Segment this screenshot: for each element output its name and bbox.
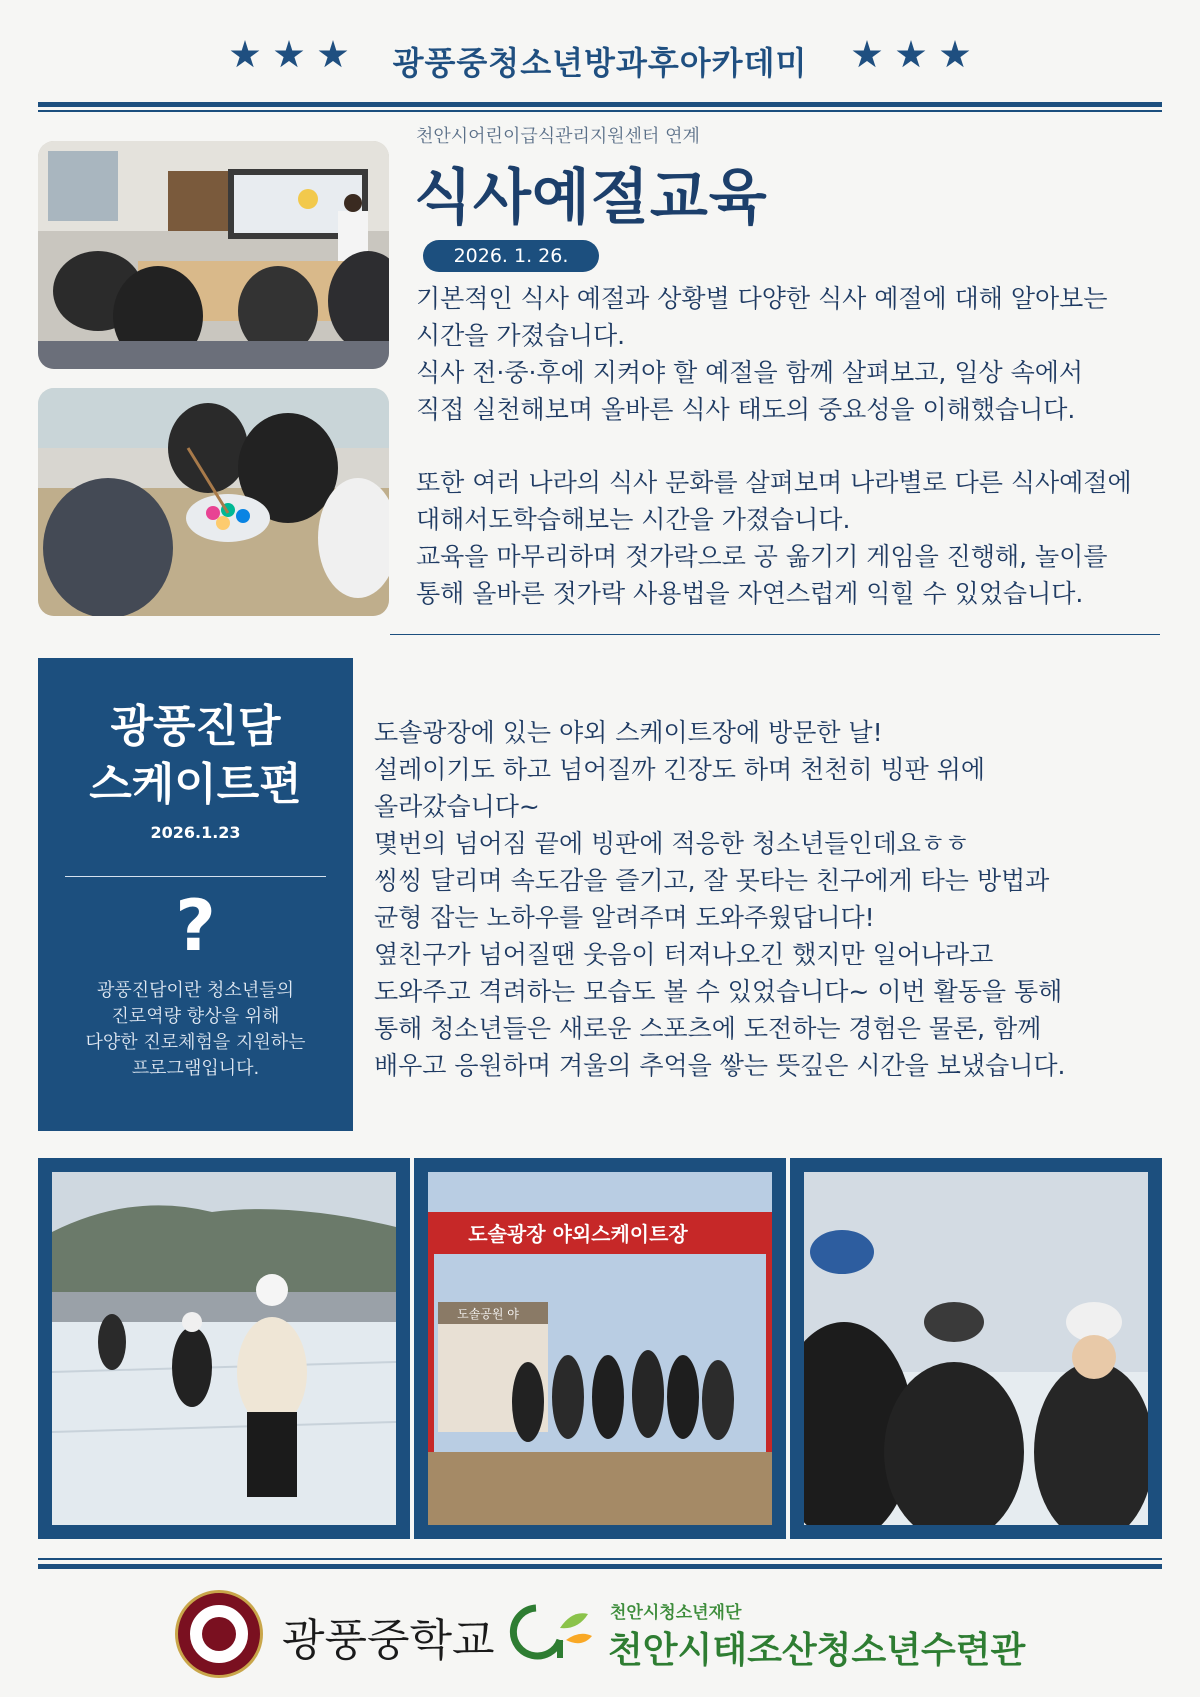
program-title-line2: 스케이트편 — [89, 759, 302, 810]
program-title-line1: 광풍진담 — [110, 701, 281, 752]
text-line: 직접 실천해보며 올바른 식사 태도의 중요성을 이해했습니다. — [416, 395, 1076, 424]
text-line: 도솔광장에 있는 야외 스케이트장에 방문한 날! — [374, 718, 883, 747]
section1-title: 식사예절교육 — [414, 163, 768, 233]
program-description — [38, 978, 353, 1082]
desc-line: 광풍진담이란 청소년들의 — [97, 980, 294, 1001]
desc-line: 진로역량 향상을 위해 — [111, 1006, 280, 1027]
program-date: 2026.1.23 — [150, 823, 241, 842]
text-line: 씽씽 달리며 속도감을 즐기고, 잘 못타는 친구에게 타는 방법과 — [374, 866, 1050, 895]
question-mark-icon: ? — [175, 885, 216, 967]
header-rule-thick — [38, 102, 1162, 107]
foundation-name: 천안시청소년재단 — [610, 1603, 742, 1623]
center-name: 천안시태조산청소년수련관 — [608, 1630, 1026, 1671]
photo-frame-closeup — [790, 1158, 1162, 1539]
text-line: 몇번의 넘어짐 끝에 빙판에 적응한 청소년들인데요ㅎㅎ — [374, 829, 970, 858]
program-divider — [65, 876, 326, 877]
section2-paragraph — [374, 714, 1065, 1084]
text-line: 식사 전·중·후에 지켜야 할 예절을 함께 살펴보고, 일상 속에서 — [416, 358, 1084, 387]
text-line: 기본적인 식사 예절과 상황별 다양한 식사 예절에 대해 알아보는 — [416, 284, 1108, 313]
rink-sign-text: 도솔광장 야외스케이트장 — [468, 1222, 688, 1246]
footer-rule-thick — [38, 1564, 1162, 1569]
page-title: 광풍중청소년방과후아카데미 — [392, 44, 808, 82]
text-line: 통해 올바른 젓가락 사용법을 자연스럽게 익힐 수 있었습니다. — [416, 579, 1084, 608]
star-icon — [896, 40, 926, 70]
text-line: 통해 청소년들은 새로운 스포츠에 도전하는 경험은 물론, 함께 — [374, 1014, 1042, 1043]
desc-line: 다양한 진로체험을 지원하는 — [85, 1032, 306, 1053]
footer-rule-thin — [38, 1558, 1162, 1560]
building-sign-text: 도솔공원 야 — [457, 1307, 519, 1321]
section1-subtitle: 천안시어린이급식관리지원센터 연계 — [416, 126, 700, 147]
school-name: 광풍중학교 — [282, 1615, 495, 1666]
section1-paragraph-b — [416, 464, 1132, 612]
text-line: 대해서도학습해보는 시간을 가졌습니다. — [416, 505, 851, 534]
program-info-box — [38, 658, 353, 1131]
center-sprout-logo — [506, 1600, 596, 1664]
school-emblem-logo — [175, 1590, 263, 1678]
star-icon — [852, 40, 882, 70]
photo-frame-skating — [38, 1158, 410, 1539]
section-divider — [390, 634, 1160, 635]
program-title — [38, 698, 353, 814]
text-line: 시간을 가졌습니다. — [416, 321, 626, 350]
header-stars-right — [852, 40, 970, 70]
photo-frame-group — [414, 1158, 786, 1539]
section1-paragraph-a — [416, 280, 1107, 428]
page-header — [0, 30, 1200, 90]
section1-date-badge: 2026. 1. 26. — [423, 240, 599, 272]
desc-line: 프로그램입니다. — [131, 1058, 260, 1079]
text-line: 교육을 마무리하며 젓가락으로 공 옮기기 게임을 진행해, 놀이를 — [416, 542, 1108, 571]
photo-classroom-lecture — [38, 141, 389, 369]
star-icon — [940, 40, 970, 70]
text-line: 설레이기도 하고 넘어질까 긴장도 하며 천천히 빙판 위에 — [374, 755, 986, 784]
text-line: 옆친구가 넘어질땐 웃음이 터져나오긴 했지만 일어나라고 — [374, 940, 994, 969]
text-line: 올라갔습니다~ — [374, 792, 540, 821]
photo-chopstick-game — [38, 388, 389, 616]
text-line: 도와주고 격려하는 모습도 볼 수 있었습니다~ 이번 활동을 통해 — [374, 977, 1063, 1006]
text-line: 배우고 응원하며 겨울의 추억을 쌓는 뜻깊은 시간을 보냈습니다. — [374, 1051, 1066, 1080]
header-rule-thin — [38, 110, 1162, 112]
text-line: 또한 여러 나라의 식사 문화를 살펴보며 나라별로 다른 식사예절에 — [416, 468, 1132, 497]
text-line: 균형 잡는 노하우를 알려주며 도와주웠답니다! — [374, 903, 875, 932]
